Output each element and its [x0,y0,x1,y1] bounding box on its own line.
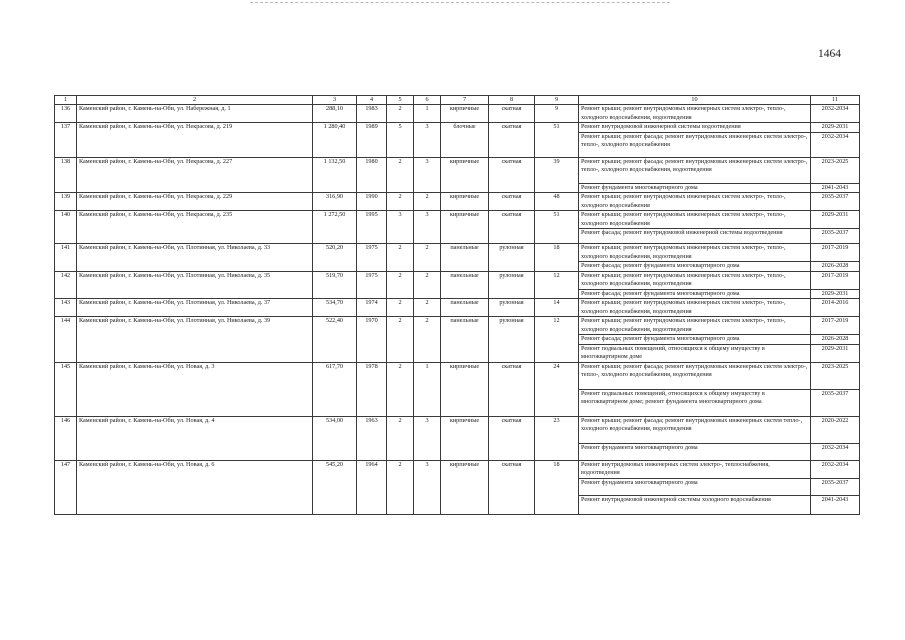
repair-work-cell: Ремонт фасада; ремонт внутридомовой инженерной системы водоотведения [579,229,811,244]
entrances-cell: 1 [414,362,441,416]
column-number-9: 9 [535,96,579,105]
area-cell: 520,20 [313,244,357,272]
roof-type-cell: скатная [489,157,535,193]
area-cell: 519,70 [313,271,357,299]
area-cell: 522,40 [313,317,357,363]
repair-period-cell: 2032-2034 [811,132,860,157]
roof-type-cell: скатная [489,211,535,244]
table-row [55,299,860,317]
area-cell: 545,20 [313,460,357,514]
roof-type-cell: скатная [489,193,535,211]
residents-cell: 12 [535,317,579,363]
row-number: 147 [55,460,77,514]
table-body [55,105,860,515]
roof-type-cell: скатная [489,460,535,514]
year-cell: 1989 [357,123,387,158]
residents-cell: 18 [535,460,579,514]
area-cell: 1 272,50 [313,211,357,244]
area-cell: 534,70 [313,299,357,317]
column-number-3: 3 [313,96,357,105]
column-number-6: 6 [414,96,441,105]
repair-period-cell: 2017-2019 [811,244,860,262]
wall-material-cell: панельные [441,317,489,363]
row-number: 140 [55,211,77,244]
column-number-11: 11 [811,96,860,105]
wall-material-cell: панельные [441,271,489,299]
residents-cell: 48 [535,193,579,211]
table-row [55,244,860,262]
repair-work-cell: Ремонт фундамента многоквартирного дома [579,183,811,193]
address-cell: Каменский район, г. Камень-на-Оби, ул. Некрасова, д. 219 [77,123,313,158]
entrances-cell: 3 [414,460,441,514]
floors-cell: 2 [387,460,414,514]
repair-work-cell: Ремонт крыши; ремонт внутридомовых инженерных систем электро-, тепло-, холодного водоснабжения [579,193,811,211]
repair-period-cell: 2017-2019 [811,271,860,289]
wall-material-cell: кирпичные [441,211,489,244]
column-number-row [55,96,860,105]
floors-cell: 2 [387,244,414,272]
repair-period-cell: 2029-2031 [811,211,860,229]
address-cell: Каменский район, г. Камень-на-Оби, ул. Некрасова, д. 229 [77,193,313,211]
entrances-cell: 3 [414,157,441,193]
year-cell: 1980 [357,157,387,193]
repair-work-cell: Ремонт крыши; ремонт фасада; ремонт внутридомовых инженерных систем электро-, тепло-, холодного водоснабжения, водоотведения [579,157,811,183]
table-row [55,271,860,289]
area-cell: 288,10 [313,105,357,123]
repair-period-cell: 2029-2031 [811,289,860,299]
table-header [55,96,860,105]
row-number: 146 [55,416,77,460]
floors-cell: 3 [387,211,414,244]
entrances-cell: 3 [414,211,441,244]
housing-repair-table [54,95,860,515]
roof-type-cell: скатная [489,105,535,123]
repair-period-cell: 2035-2037 [811,193,860,211]
repair-period-cell: 2014-2016 [811,299,860,317]
residents-cell: 12 [535,271,579,299]
table-row [55,211,860,229]
wall-material-cell: кирпичные [441,362,489,416]
repair-period-cell: 2032-2034 [811,460,860,478]
floors-cell: 2 [387,105,414,123]
floors-cell: 2 [387,193,414,211]
repair-period-cell: 2035-2037 [811,478,860,495]
roof-type-cell: рулонная [489,244,535,272]
wall-material-cell: панельные [441,244,489,272]
row-number: 138 [55,157,77,193]
wall-material-cell: кирпичные [441,105,489,123]
entrances-cell: 3 [414,416,441,460]
address-cell: Каменский район, г. Камень-на-Оби, ул. Новая, д. 6 [77,460,313,514]
residents-cell: 9 [535,105,579,123]
repair-work-cell: Ремонт крыши; ремонт внутридомовых инженерных систем электро-, тепло-, холодного водоснабжения, водоотведения [579,244,811,262]
repair-period-cell: 2041-2043 [811,183,860,193]
row-number: 137 [55,123,77,158]
repair-period-cell: 2029-2031 [811,123,860,133]
roof-type-cell: скатная [489,123,535,158]
repair-period-cell: 2020-2022 [811,416,860,443]
repair-period-cell: 2029-2031 [811,344,860,362]
area-cell: 1 132,50 [313,157,357,193]
repair-period-cell: 2035-2037 [811,389,860,416]
wall-material-cell: кирпичные [441,416,489,460]
row-number: 144 [55,317,77,363]
repair-period-cell: 2035-2037 [811,229,860,244]
repair-work-cell: Ремонт внутридомовой инженерной системы холодного водоснабжения [579,495,811,514]
repair-work-cell: Ремонт подвальных помещений, относящихся к общему имуществу в многоквартирном доме [579,344,811,362]
table-row [55,105,860,123]
repair-work-cell: Ремонт фасада; ремонт фундамента многоквартирного дома [579,335,811,345]
repair-work-cell: Ремонт крыши; ремонт фасада; ремонт внутридомовых инженерных систем электро-, тепло-, холодного водоснабжения, водоотведения [579,362,811,389]
column-number-7: 7 [441,96,489,105]
address-cell: Каменский район, г. Камень-на-Оби, ул. Плотинная, ул. Николаева, д. 35 [77,271,313,299]
year-cell: 1970 [357,317,387,363]
repair-work-cell: Ремонт крыши; ремонт фасада; ремонт внутридомовых инженерных систем тепло-, холодного водоснабжения, водоотведения [579,416,811,443]
entrances-cell: 2 [414,193,441,211]
year-cell: 1978 [357,362,387,416]
entrances-cell: 2 [414,299,441,317]
address-cell: Каменский район, г. Камень-на-Оби, ул. Плотинная, ул. Николаева, д. 33 [77,244,313,272]
roof-type-cell: рулонная [489,299,535,317]
residents-cell: 14 [535,299,579,317]
row-number: 141 [55,244,77,272]
roof-type-cell: скатная [489,362,535,416]
address-cell: Каменский район, г. Камень-на-Оби, ул. Плотинная, ул. Николаева, д. 37 [77,299,313,317]
floors-cell: 2 [387,416,414,460]
repair-work-cell: Ремонт подвальных помещений, относящихся к общему имуществу в многоквартирном доме; ремонт фундамента многоквартирного дома [579,389,811,416]
address-cell: Каменский район, г. Камень-на-Оби, ул. Новая, д. 4 [77,416,313,460]
repair-period-cell: 2041-2043 [811,495,860,514]
repair-work-cell: Ремонт крыши; ремонт внутридомовых инженерных систем электро-, тепло-, холодного водоснабжения, водоотведения [579,299,811,317]
address-cell: Каменский район, г. Камень-на-Оби, ул. Плотинная, ул. Николаева, д. 39 [77,317,313,363]
repair-period-cell: 2026-2028 [811,335,860,345]
wall-material-cell: кирпичные [441,193,489,211]
top-dashed-rule [250,2,670,3]
entrances-cell: 2 [414,317,441,363]
entrances-cell: 2 [414,271,441,299]
floors-cell: 2 [387,271,414,299]
repair-work-cell: Ремонт крыши; ремонт фасада; ремонт внутридомовых инженерных систем электро-, тепло-, холодного водоснабжения [579,132,811,157]
repair-work-cell: Ремонт крыши; ремонт внутридомовых инженерных систем электро-, тепло-, холодного водоснабжения, водоотведения [579,105,811,123]
table-row [55,123,860,133]
column-number-4: 4 [357,96,387,105]
wall-material-cell: панельные [441,299,489,317]
area-cell: 316,90 [313,193,357,211]
roof-type-cell: рулонная [489,271,535,299]
entrances-cell: 2 [414,244,441,272]
area-cell: 534,00 [313,416,357,460]
residents-cell: 51 [535,123,579,158]
floors-cell: 5 [387,123,414,158]
column-number-10: 10 [579,96,811,105]
floors-cell: 2 [387,299,414,317]
area-cell: 1 280,40 [313,123,357,158]
floors-cell: 2 [387,317,414,363]
repair-work-cell: Ремонт крыши; ремонт внутридомовых инженерных систем электро-, тепло-, холодного водоснабжения, водоотведения [579,317,811,335]
address-cell: Каменский район, г. Камень-на-Оби, ул. Некрасова, д. 235 [77,211,313,244]
repair-work-cell: Ремонт крыши; ремонт внутридомовых инженерных систем электро-, тепло-, холодного водоснабжения [579,211,811,229]
wall-material-cell: кирпичные [441,460,489,514]
repair-work-cell: Ремонт фундамента многоквартирного дома [579,478,811,495]
page-number: 1464 [818,48,841,60]
row-number: 143 [55,299,77,317]
residents-cell: 18 [535,244,579,272]
repair-period-cell: 2017-2019 [811,317,860,335]
year-cell: 1995 [357,211,387,244]
area-cell: 617,70 [313,362,357,416]
column-number-2: 2 [77,96,313,105]
year-cell: 1975 [357,244,387,272]
residents-cell: 24 [535,362,579,416]
row-number: 142 [55,271,77,299]
entrances-cell: 1 [414,105,441,123]
repair-period-cell: 2023-2025 [811,362,860,389]
table-row [55,193,860,211]
repair-work-cell: Ремонт фундамента многоквартирного дома [579,443,811,460]
residents-cell: 39 [535,157,579,193]
wall-material-cell: кирпичные [441,157,489,193]
column-number-5: 5 [387,96,414,105]
repair-period-cell: 2032-2034 [811,105,860,123]
year-cell: 1974 [357,299,387,317]
repair-work-cell: Ремонт внутридомовых инженерных систем электро-, теплоснабжения, водоотведения [579,460,811,478]
address-cell: Каменский район, г. Камень-на-Оби, ул. Новая, д. 3 [77,362,313,416]
repair-work-cell: Ремонт фасада; ремонт фундамента многоквартирного дома [579,289,811,299]
repair-period-cell: 2032-2034 [811,443,860,460]
column-number-8: 8 [489,96,535,105]
year-cell: 1990 [357,193,387,211]
row-number: 145 [55,362,77,416]
table-row [55,317,860,335]
table-row [55,157,860,183]
table-row [55,460,860,478]
repair-work-cell: Ремонт внутридомовой инженерной системы водоотведения [579,123,811,133]
wall-material-cell: блочные [441,123,489,158]
residents-cell: 51 [535,211,579,244]
table-row [55,416,860,443]
floors-cell: 2 [387,362,414,416]
roof-type-cell: скатная [489,416,535,460]
repair-work-cell: Ремонт крыши; ремонт внутридомовых инженерных систем электро-, тепло-, холодного водоснабжения, водоотведения [579,271,811,289]
column-number-1: 1 [55,96,77,105]
repair-period-cell: 2023-2025 [811,157,860,183]
year-cell: 1963 [357,416,387,460]
table-row [55,362,860,389]
residents-cell: 23 [535,416,579,460]
address-cell: Каменский район, г. Камень-на-Оби, ул. Набережная, д. 1 [77,105,313,123]
repair-work-cell: Ремонт фасада; ремонт фундамента многоквартирного дома [579,262,811,272]
roof-type-cell: рулонная [489,317,535,363]
row-number: 139 [55,193,77,211]
entrances-cell: 3 [414,123,441,158]
year-cell: 1975 [357,271,387,299]
year-cell: 1983 [357,105,387,123]
address-cell: Каменский район, г. Камень-на-Оби, ул. Некрасова, д. 227 [77,157,313,193]
row-number: 136 [55,105,77,123]
year-cell: 1964 [357,460,387,514]
repair-period-cell: 2026-2028 [811,262,860,272]
floors-cell: 2 [387,157,414,193]
